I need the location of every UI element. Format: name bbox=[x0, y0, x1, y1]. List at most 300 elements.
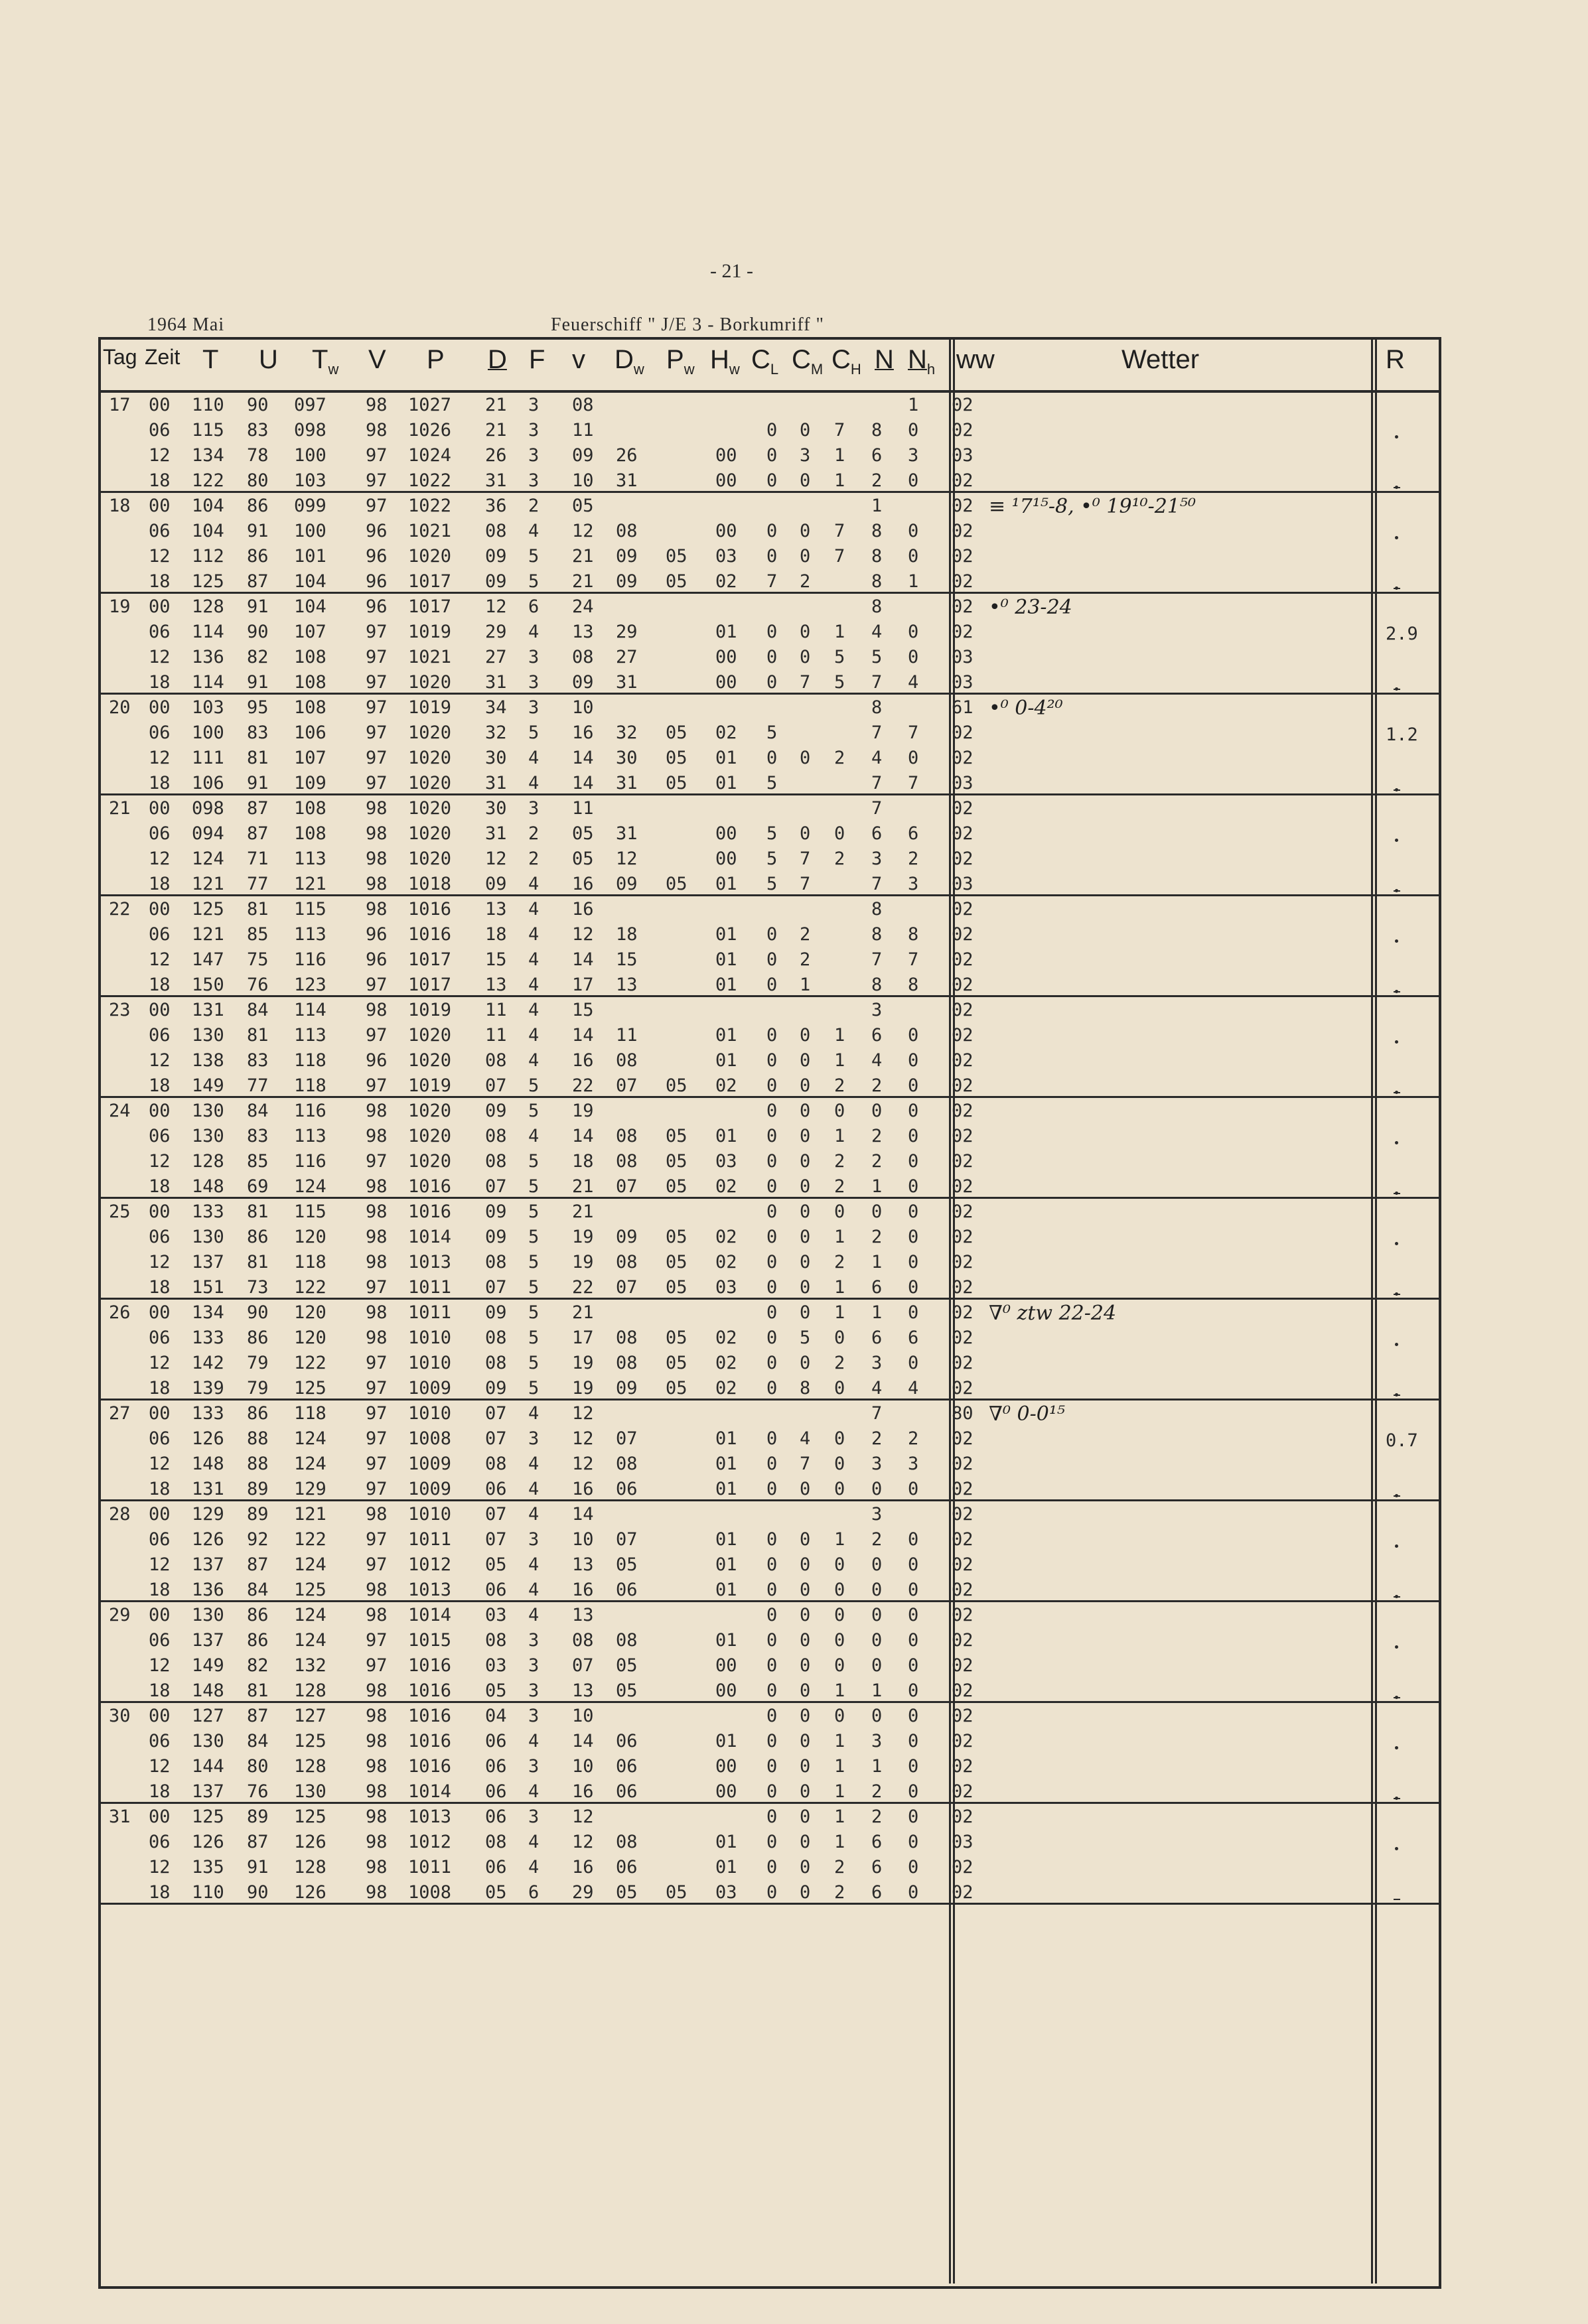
table-cell: 0 bbox=[908, 1227, 919, 1247]
table-cell: 128 bbox=[294, 1680, 326, 1701]
table-cell: 10 bbox=[572, 1706, 594, 1726]
r-mark bbox=[1394, 588, 1400, 589]
table-cell: 122 bbox=[294, 1353, 326, 1373]
table-cell: 4 bbox=[528, 1605, 540, 1625]
table-cell: 05 bbox=[666, 1126, 687, 1146]
table-cell: 00 bbox=[149, 1101, 171, 1121]
table-cell: 05 bbox=[616, 1655, 638, 1676]
table-cell: 08 bbox=[616, 1328, 638, 1348]
table-cell: 91 bbox=[247, 672, 269, 693]
table-cell: 1 bbox=[834, 1050, 845, 1071]
table-cell: 21 bbox=[485, 420, 507, 441]
table-cell: 05 bbox=[666, 546, 687, 567]
table-cell: 01 bbox=[715, 975, 737, 995]
day-separator bbox=[98, 1600, 1441, 1602]
table-cell: 02 bbox=[952, 1025, 974, 1046]
table-cell: 27 bbox=[616, 647, 638, 667]
table-cell: 1 bbox=[834, 1756, 845, 1777]
table-cell: 7 bbox=[800, 672, 811, 693]
table-cell: 22 bbox=[572, 1277, 594, 1298]
table-cell: 0 bbox=[834, 1101, 845, 1121]
table-cell: 00 bbox=[149, 697, 171, 718]
table-cell: 0 bbox=[834, 1605, 845, 1625]
table-cell: 130 bbox=[192, 1605, 224, 1625]
table-cell: 1016 bbox=[408, 1176, 452, 1197]
r-mark bbox=[1394, 991, 1400, 992]
table-cell: 07 bbox=[485, 1403, 507, 1424]
table-cell: 121 bbox=[294, 874, 326, 894]
table-cell: 0 bbox=[766, 546, 778, 567]
table-cell: 113 bbox=[294, 1025, 326, 1046]
table-cell: 02 bbox=[715, 1252, 737, 1272]
table-cell: 0 bbox=[766, 924, 778, 945]
table-cell: 4 bbox=[528, 899, 540, 920]
table-cell: 0 bbox=[834, 1328, 845, 1348]
table-cell: 4 bbox=[528, 521, 540, 541]
table-cell: 104 bbox=[294, 596, 326, 617]
table-cell: 92 bbox=[247, 1529, 269, 1550]
table-cell: 81 bbox=[247, 748, 269, 768]
table-cell: 01 bbox=[715, 1025, 737, 1046]
table-cell: 18 bbox=[149, 672, 171, 693]
table-cell: 0 bbox=[800, 1101, 811, 1121]
table-cell: 06 bbox=[149, 1529, 171, 1550]
table-cell: 05 bbox=[666, 1151, 687, 1172]
table-cell: 00 bbox=[149, 596, 171, 617]
table-cell: 4 bbox=[528, 975, 540, 995]
table-cell: 14 bbox=[572, 773, 594, 793]
r-mark bbox=[1394, 890, 1400, 892]
table-cell: 97 bbox=[366, 1277, 388, 1298]
table-cell: 7 bbox=[871, 722, 883, 743]
table-cell: 1010 bbox=[408, 1353, 452, 1373]
table-cell: 90 bbox=[247, 395, 269, 415]
table-cell: 00 bbox=[715, 1756, 737, 1777]
table-cell: 02 bbox=[952, 571, 974, 592]
table-cell: 120 bbox=[294, 1227, 326, 1247]
table-cell: 5 bbox=[766, 874, 778, 894]
table-cell: 97 bbox=[366, 1353, 388, 1373]
table-cell: 0 bbox=[908, 647, 919, 667]
table-cell: 3 bbox=[528, 1428, 540, 1449]
table-cell: 02 bbox=[952, 1428, 974, 1449]
table-cell: 0 bbox=[800, 1680, 811, 1701]
day-label: 22 bbox=[109, 899, 131, 920]
table-cell: 2 bbox=[834, 1151, 845, 1172]
table-cell: 18 bbox=[485, 924, 507, 945]
column-header-tag: Tag bbox=[103, 345, 137, 369]
table-cell: 02 bbox=[952, 1580, 974, 1600]
table-cell: 2 bbox=[800, 924, 811, 945]
column-header-wetter: Wetter bbox=[1121, 345, 1200, 374]
table-cell: 98 bbox=[366, 1731, 388, 1751]
table-cell: 0 bbox=[766, 1781, 778, 1802]
day-label: 19 bbox=[109, 596, 131, 617]
table-cell: 3 bbox=[871, 1353, 883, 1373]
table-cell: 7 bbox=[871, 949, 883, 970]
table-cell: 0 bbox=[766, 1731, 778, 1751]
table-cell: 0 bbox=[800, 1302, 811, 1323]
table-cell: 5 bbox=[528, 1075, 540, 1096]
table-cell: 98 bbox=[366, 1201, 388, 1222]
table-cell: 13 bbox=[616, 975, 638, 995]
table-cell: 0 bbox=[908, 1302, 919, 1323]
table-cell: 100 bbox=[294, 445, 326, 466]
table-cell: 29 bbox=[485, 622, 507, 642]
table-cell: 1 bbox=[834, 470, 845, 491]
table-cell: 31 bbox=[616, 672, 638, 693]
table-cell: 3 bbox=[871, 1731, 883, 1751]
table-cell: 0 bbox=[908, 1781, 919, 1802]
table-cell: 149 bbox=[192, 1655, 224, 1676]
table-cell: 06 bbox=[616, 1580, 638, 1600]
table-cell: 0 bbox=[800, 1857, 811, 1878]
table-cell: 129 bbox=[294, 1479, 326, 1499]
table-cell: 09 bbox=[616, 874, 638, 894]
table-cell: 116 bbox=[294, 949, 326, 970]
table-cell: 06 bbox=[149, 1126, 171, 1146]
table-cell: 130 bbox=[192, 1731, 224, 1751]
table-cell: 08 bbox=[485, 1252, 507, 1272]
table-cell: 0 bbox=[800, 1075, 811, 1096]
table-cell: 0 bbox=[800, 1025, 811, 1046]
table-cell: 2 bbox=[834, 849, 845, 869]
table-cell: 12 bbox=[572, 1403, 594, 1424]
table-cell: 0 bbox=[800, 521, 811, 541]
table-cell: 3 bbox=[528, 1756, 540, 1777]
table-cell: 07 bbox=[616, 1075, 638, 1096]
column-header-nh: $N_h$ bbox=[908, 345, 936, 377]
table-cell: 4 bbox=[800, 1428, 811, 1449]
table-cell: 80 bbox=[247, 1756, 269, 1777]
table-cell: 98 bbox=[366, 798, 388, 819]
table-cell: 1021 bbox=[408, 521, 452, 541]
table-cell: 4 bbox=[528, 1454, 540, 1474]
table-cell: 0 bbox=[834, 1630, 845, 1651]
column-header-r: R bbox=[1386, 345, 1405, 374]
table-cell: 78 bbox=[247, 445, 269, 466]
table-cell: 2 bbox=[871, 1529, 883, 1550]
table-cell: 02 bbox=[952, 1050, 974, 1071]
table-cell: 14 bbox=[572, 748, 594, 768]
table-cell: 0 bbox=[800, 1126, 811, 1146]
table-cell: 2 bbox=[528, 823, 540, 844]
table-cell: 126 bbox=[192, 1428, 224, 1449]
column-rule bbox=[949, 337, 951, 2284]
table-cell: 98 bbox=[366, 1302, 388, 1323]
table-cell: 83 bbox=[247, 420, 269, 441]
table-cell: 05 bbox=[666, 748, 687, 768]
table-cell: 05 bbox=[616, 1882, 638, 1903]
table-cell: 08 bbox=[485, 1050, 507, 1071]
table-cell: 134 bbox=[192, 1302, 224, 1323]
table-cell: 86 bbox=[247, 1328, 269, 1348]
table-cell: 1 bbox=[834, 1529, 845, 1550]
table-cell: 12 bbox=[149, 1454, 171, 1474]
table-cell: 30 bbox=[485, 798, 507, 819]
table-cell: 4 bbox=[908, 1378, 919, 1399]
table-cell: 12 bbox=[485, 596, 507, 617]
table-cell: 12 bbox=[149, 1655, 171, 1676]
table-cell: 8 bbox=[908, 924, 919, 945]
table-cell: 90 bbox=[247, 622, 269, 642]
r-dot bbox=[1395, 939, 1398, 943]
table-cell: 124 bbox=[294, 1428, 326, 1449]
table-cell: 1019 bbox=[408, 1000, 452, 1020]
table-cell: 19 bbox=[572, 1353, 594, 1373]
table-cell: 00 bbox=[715, 672, 737, 693]
table-cell: 0 bbox=[800, 647, 811, 667]
table-cell: 0 bbox=[766, 1706, 778, 1726]
table-cell: 81 bbox=[247, 1680, 269, 1701]
table-cell: 86 bbox=[247, 546, 269, 567]
table-cell: 1017 bbox=[408, 949, 452, 970]
table-cell: 02 bbox=[952, 420, 974, 441]
table-cell: 0 bbox=[766, 1328, 778, 1348]
table-cell: 03 bbox=[715, 1277, 737, 1298]
table-cell: 02 bbox=[952, 1706, 974, 1726]
table-cell: 0 bbox=[800, 1832, 811, 1852]
table-cell: 135 bbox=[192, 1857, 224, 1878]
table-cell: 114 bbox=[294, 1000, 326, 1020]
table-cell: 148 bbox=[192, 1454, 224, 1474]
table-cell: 06 bbox=[616, 1731, 638, 1751]
table-cell: 1009 bbox=[408, 1479, 452, 1499]
table-cell: 0 bbox=[834, 1554, 845, 1575]
table-cell: 7 bbox=[871, 798, 883, 819]
table-cell: 103 bbox=[294, 470, 326, 491]
table-cell: 121 bbox=[192, 874, 224, 894]
table-cell: 02 bbox=[952, 1328, 974, 1348]
table-cell: 1020 bbox=[408, 798, 452, 819]
table-cell: 130 bbox=[192, 1101, 224, 1121]
table-cell: 00 bbox=[149, 1706, 171, 1726]
table-cell: 108 bbox=[294, 798, 326, 819]
table-cell: 12 bbox=[572, 1454, 594, 1474]
table-cell: 02 bbox=[715, 1176, 737, 1197]
table-cell: 126 bbox=[294, 1882, 326, 1903]
table-cell: 14 bbox=[572, 949, 594, 970]
table-cell: 0 bbox=[908, 1151, 919, 1172]
table-cell: 97 bbox=[366, 1403, 388, 1424]
table-cell: 00 bbox=[149, 1504, 171, 1525]
table-cell: 5 bbox=[528, 1378, 540, 1399]
table-cell: 0 bbox=[766, 1605, 778, 1625]
table-cell: 7 bbox=[800, 849, 811, 869]
page-number: - 21 - bbox=[710, 260, 753, 282]
table-cell: 118 bbox=[294, 1075, 326, 1096]
table-cell: 06 bbox=[485, 1731, 507, 1751]
table-cell: 16 bbox=[572, 874, 594, 894]
table-cell: 128 bbox=[294, 1756, 326, 1777]
table-cell: 3 bbox=[528, 420, 540, 441]
table-cell: 0 bbox=[766, 1807, 778, 1827]
table-cell: 31 bbox=[616, 773, 638, 793]
table-cell: 1012 bbox=[408, 1554, 452, 1575]
table-cell: 0 bbox=[766, 1201, 778, 1222]
table-cell: 4 bbox=[908, 672, 919, 693]
table-cell: 1012 bbox=[408, 1832, 452, 1852]
table-cell: 03 bbox=[485, 1655, 507, 1676]
table-cell: 11 bbox=[616, 1025, 638, 1046]
table-cell: 05 bbox=[616, 1554, 638, 1575]
table-cell: 98 bbox=[366, 420, 388, 441]
table-cell: 0 bbox=[800, 1580, 811, 1600]
table-cell: 98 bbox=[366, 1605, 388, 1625]
table-cell: 1 bbox=[834, 1781, 845, 1802]
table-cell: 0 bbox=[766, 1151, 778, 1172]
table-cell: 0 bbox=[908, 1807, 919, 1827]
table-cell: 00 bbox=[149, 899, 171, 920]
table-cell: 02 bbox=[952, 1201, 974, 1222]
table-cell: 89 bbox=[247, 1504, 269, 1525]
table-cell: 0 bbox=[908, 1655, 919, 1676]
day-label: 23 bbox=[109, 1000, 131, 1020]
table-cell: 30 bbox=[485, 748, 507, 768]
r-value: 0.7 bbox=[1386, 1430, 1418, 1451]
table-cell: 88 bbox=[247, 1428, 269, 1449]
r-mark bbox=[1394, 1294, 1400, 1295]
table-cell: 0 bbox=[908, 1176, 919, 1197]
table-cell: 12 bbox=[149, 1151, 171, 1172]
table-cell: 05 bbox=[485, 1554, 507, 1575]
day-label: 31 bbox=[109, 1807, 131, 1827]
table-cell: 96 bbox=[366, 596, 388, 617]
column-header-ch: $C_H$ bbox=[831, 345, 861, 377]
table-cell: 0 bbox=[766, 1176, 778, 1197]
table-cell: 7 bbox=[871, 1403, 883, 1424]
table-cell: 06 bbox=[149, 1428, 171, 1449]
table-cell: 18 bbox=[149, 975, 171, 995]
table-cell: 120 bbox=[294, 1302, 326, 1323]
table-cell: 6 bbox=[871, 1832, 883, 1852]
table-cell: 4 bbox=[871, 748, 883, 768]
table-cell: 21 bbox=[572, 1176, 594, 1197]
table-cell: 80 bbox=[952, 1403, 974, 1424]
r-dot bbox=[1395, 1847, 1398, 1850]
table-cell: 128 bbox=[192, 1151, 224, 1172]
table-cell: 02 bbox=[952, 1857, 974, 1878]
column-header-n: N bbox=[875, 345, 894, 374]
table-cell: 98 bbox=[366, 849, 388, 869]
table-cell: 1027 bbox=[408, 395, 452, 415]
table-cell: 4 bbox=[528, 748, 540, 768]
table-cell: 149 bbox=[192, 1075, 224, 1096]
table-cell: 13 bbox=[572, 622, 594, 642]
table-cell: 97 bbox=[366, 647, 388, 667]
table-cell: 09 bbox=[485, 874, 507, 894]
r-mark bbox=[1394, 1395, 1400, 1396]
table-cell: 00 bbox=[715, 445, 737, 466]
table-cell: 1 bbox=[834, 1680, 845, 1701]
table-cell: 120 bbox=[294, 1328, 326, 1348]
table-cell: 0 bbox=[908, 622, 919, 642]
table-cell: 06 bbox=[149, 722, 171, 743]
table-cell: 06 bbox=[485, 1756, 507, 1777]
table-cell: 03 bbox=[952, 1832, 974, 1852]
table-cell: 01 bbox=[715, 1428, 737, 1449]
table-cell: 1 bbox=[871, 1176, 883, 1197]
table-cell: 76 bbox=[247, 975, 269, 995]
table-cell: 02 bbox=[952, 546, 974, 567]
day-separator bbox=[98, 793, 1441, 795]
table-cell: 97 bbox=[366, 1554, 388, 1575]
table-cell: 6 bbox=[528, 1882, 540, 1903]
table-cell: 5 bbox=[528, 1277, 540, 1298]
table-cell: 81 bbox=[247, 1252, 269, 1272]
column-header-v: V bbox=[368, 345, 386, 374]
column-header-zeit: Zeit bbox=[145, 345, 180, 369]
table-cell: 02 bbox=[952, 975, 974, 995]
table-cell: 1019 bbox=[408, 622, 452, 642]
r-dot bbox=[1395, 839, 1398, 842]
table-cell: 98 bbox=[366, 1176, 388, 1197]
table-cell: 02 bbox=[952, 798, 974, 819]
table-cell: 05 bbox=[572, 496, 594, 516]
table-cell: 2 bbox=[871, 1151, 883, 1172]
table-cell: 1013 bbox=[408, 1252, 452, 1272]
table-cell: 08 bbox=[616, 521, 638, 541]
table-cell: 08 bbox=[616, 1151, 638, 1172]
table-cell: 3 bbox=[528, 1807, 540, 1827]
table-cell: 83 bbox=[247, 1050, 269, 1071]
table-cell: 19 bbox=[572, 1378, 594, 1399]
table-cell: 06 bbox=[149, 1328, 171, 1348]
table-cell: 02 bbox=[952, 1807, 974, 1827]
table-cell: 0 bbox=[908, 1479, 919, 1499]
table-cell: 4 bbox=[871, 1050, 883, 1071]
table-cell: 3 bbox=[908, 445, 919, 466]
table-cell: 0 bbox=[834, 1479, 845, 1499]
table-cell: 131 bbox=[192, 1000, 224, 1020]
table-cell: 148 bbox=[192, 1680, 224, 1701]
table-cell: 02 bbox=[952, 1605, 974, 1625]
table-cell: 03 bbox=[485, 1605, 507, 1625]
table-cell: 107 bbox=[294, 622, 326, 642]
table-cell: 5 bbox=[766, 849, 778, 869]
table-cell: 02 bbox=[952, 1126, 974, 1146]
table-cell: 4 bbox=[528, 1781, 540, 1802]
table-cell: 1 bbox=[834, 1807, 845, 1827]
table-cell: 2 bbox=[834, 1882, 845, 1903]
table-cell: 98 bbox=[366, 1101, 388, 1121]
table-cell: 1016 bbox=[408, 1706, 452, 1726]
day-separator bbox=[98, 693, 1441, 695]
table-cell: 71 bbox=[247, 849, 269, 869]
table-cell: 16 bbox=[572, 1479, 594, 1499]
table-cell: 1 bbox=[834, 1227, 845, 1247]
table-cell: 0 bbox=[800, 1479, 811, 1499]
r-dot bbox=[1395, 1040, 1398, 1044]
table-cell: 0 bbox=[871, 1580, 883, 1600]
table-cell: 02 bbox=[952, 1302, 974, 1323]
table-cell: 29 bbox=[616, 622, 638, 642]
table-cell: 32 bbox=[485, 722, 507, 743]
table-cell: 5 bbox=[766, 773, 778, 793]
table-cell: 15 bbox=[485, 949, 507, 970]
table-cell: 16 bbox=[572, 1781, 594, 1802]
table-cell: 126 bbox=[192, 1529, 224, 1550]
table-cell: 07 bbox=[616, 1176, 638, 1197]
table-cell: 02 bbox=[952, 1454, 974, 1474]
table-cell: 14 bbox=[572, 1504, 594, 1525]
day-label: 24 bbox=[109, 1101, 131, 1121]
header-date: 1964 Mai bbox=[147, 314, 225, 335]
table-cell: 104 bbox=[192, 521, 224, 541]
table-cell: 148 bbox=[192, 1176, 224, 1197]
table-cell: 5 bbox=[800, 1328, 811, 1348]
table-cell: 01 bbox=[715, 1529, 737, 1550]
